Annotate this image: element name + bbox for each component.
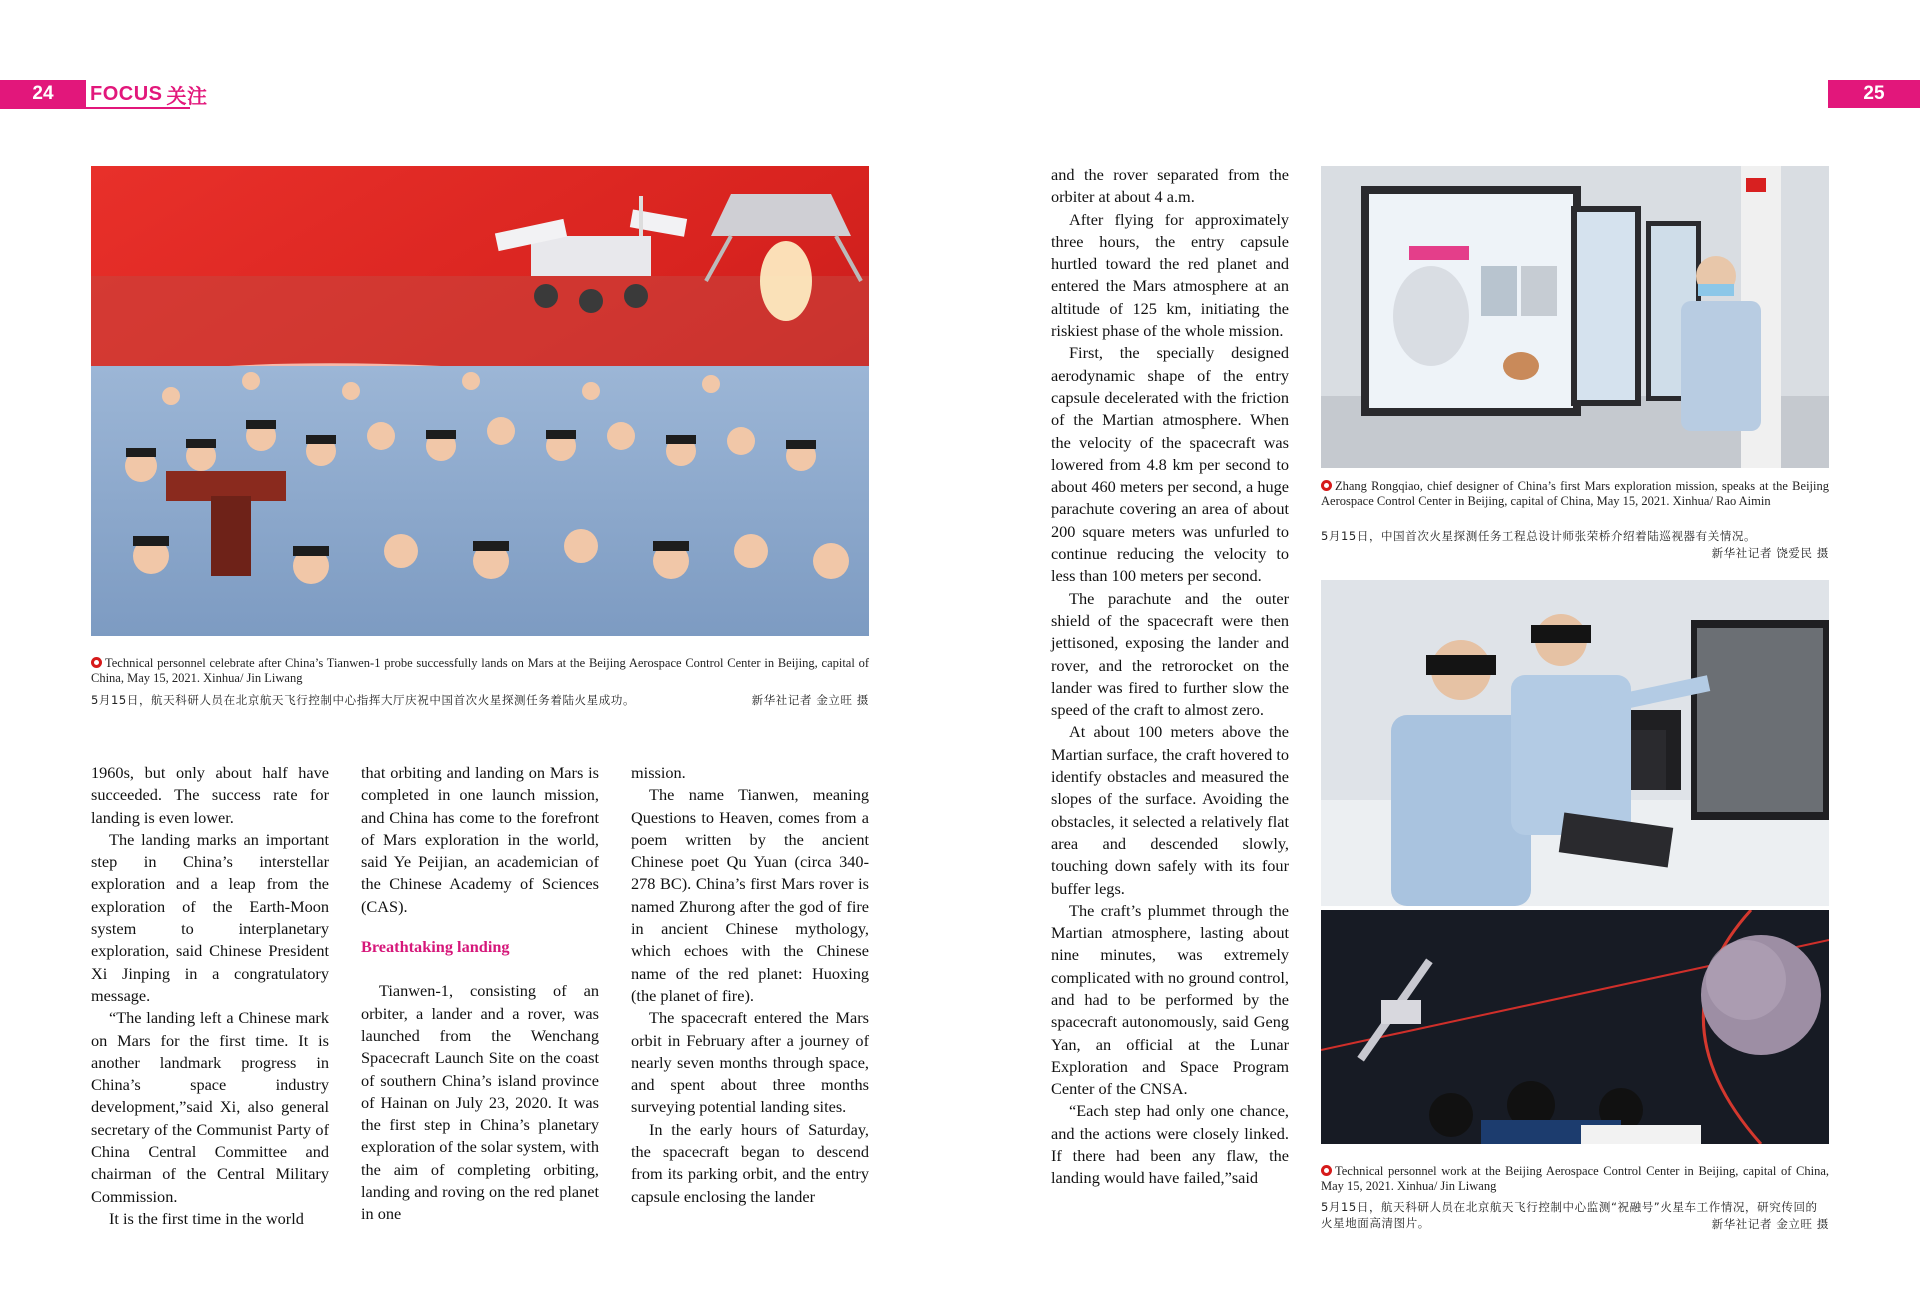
- paragraph: and the rover separated from the orbiter at about 4 a.m.: [1051, 165, 1289, 207]
- article-column-2: [361, 762, 599, 1226]
- paragraph: It is the first time in the world: [109, 1208, 304, 1228]
- paragraph: At about 100 meters above the Martian surface, the craft hovered to identify obstacles and measured the slopes of the surface. Avoiding the obstacles, it selected a relatively flat area and descended slowly, touching down safely with its four buffer legs.: [1051, 722, 1289, 898]
- celebration-photo: [91, 166, 869, 636]
- mars-screen-audience-photo: [1321, 910, 1829, 1144]
- paragraph: In the early hours of Saturday, the spacecraft began to descend from its parking orbit, and the entry capsule enclosing the lander: [631, 1119, 869, 1206]
- right-page-number: [1828, 80, 1920, 108]
- control-center-screens-photo: [1321, 166, 1829, 468]
- paragraph: The landing marks an important step in China’s interstellar exploration and a leap from the exploration of the Earth-Moon system to interplanetary exploration, said Chinese President Xi Jinping in a congratulatory message.: [91, 829, 329, 1005]
- camera-bullet-icon: [91, 657, 102, 668]
- left-page-number: [0, 80, 86, 108]
- bottom-right-caption-credit: 新华社记者 金立旺 摄: [1711, 1217, 1829, 1231]
- paragraph: that orbiting and landing on Mars is completed in one launch mission, and China has come to the forefront of Mars exploration in the world, said Ye Peijian, an academician of the Chinese Academy of Sciences (CAS).: [361, 763, 599, 916]
- paragraph: 1960s, but only about half have succeeded. The success rate for landing is even lower.: [91, 763, 329, 827]
- paragraph: The spacecraft entered the Mars orbit in February after a journey of nearly seven months through space, and spent about three months surveying potential landing sites.: [631, 1008, 869, 1117]
- section-title: [90, 80, 208, 108]
- subheading: Breathtaking landing: [361, 937, 510, 957]
- left-page-number-text: 24: [32, 83, 54, 104]
- section-title-cn: 关注: [166, 85, 208, 108]
- main-caption-cn: 5月15日，航天科研人员在北京航天飞行控制中心指挥大厅庆祝中国首次火星探测任务着陆火星成功。: [91, 693, 636, 707]
- paragraph: First, the specially designed aerodynamic shape of the entry capsule decelerated with the friction of the Martian atmosphere. When the velocity of the spacecraft was lowered from 4.8 km per second to about 460 meters per second, a huge parachute covering an area of about 200 square meters was unfurled to continue reducing the velocity to less than 100 meters per second.: [1051, 343, 1289, 586]
- left-header-rule: [0, 107, 190, 109]
- main-caption-credit: 新华社记者 金立旺 摄: [751, 693, 869, 707]
- paragraph: The parachute and the outer shield of the spacecraft were then jettisoned, exposing the lander and rover, and the retrorocket on the lander was fired to further slow the speed of the craft to almost zero.: [1051, 588, 1289, 720]
- bottom-right-caption-en: Technical personnel work at the Beijing Aerospace Control Center in Beijing, capital of China, May 15, 2021. Xinhua/ Jin Liwang: [1321, 1164, 1829, 1193]
- article-column-3: [631, 762, 869, 1208]
- article-column-1: [91, 762, 329, 1230]
- top-right-photo-caption: [1321, 479, 1829, 509]
- section-title-en: FOCUS: [90, 82, 163, 105]
- paragraph: Tianwen-1, consisting of an orbiter, a lander and a rover, was launched from the Wenchang Spacecraft Launch Site on the coast of southern China’s island province of Hainan on July 23, 2020. It was the first step in China’s planetary exploration of the solar system, with the aim of completing orbiting, landing and roving on the red planet in one: [361, 981, 599, 1224]
- top-right-caption-en: Zhang Rongqiao, chief designer of China’s first Mars exploration mission, speaks at the Beijing Aerospace Control Center in Beijing, capital of China, May 15, 2021. Xinhua/ Rao Aimin: [1321, 479, 1829, 508]
- bottom-right-caption-cn: 5月15日，航天科研人员在北京航天飞行控制中心监测“祝融号”火星车工作情况，研究传回的火星地面高清图片。: [1321, 1200, 1818, 1230]
- paragraph: The craft’s plummet through the Martian atmosphere, lasting about nine minutes, was extremely complicated with no ground control, and had to be performed by the spacecraft autonomously, said Geng Yan, an official at the Lunar Exploration and Space Program Center of the CNSA.: [1051, 900, 1289, 1099]
- article-column-4: [1051, 164, 1289, 1190]
- paragraph: After flying for approximately three hours, the entry capsule hurtled toward the red planet and entered the Mars atmosphere at an altitude of 125 km, initiating the riskiest phase of the whole mission.: [1051, 209, 1289, 341]
- main-photo-caption: [91, 656, 869, 686]
- paragraph: The name Tianwen, meaning Questions to Heaven, comes from a poem written by the ancient Chinese poet Qu Yuan (circa 340-278 BC). China’s first Mars rover is named Zhurong after the god of fire in ancient Chinese mythology, which echoes with the Chinese name of the red planet: Huoxing (the planet of fire).: [631, 785, 869, 1005]
- right-page-number-text: 25: [1863, 83, 1885, 104]
- paragraph: “Each step had only one chance, and the actions were closely linked. If there had been any flaw, the landing would have failed,”said: [1051, 1101, 1289, 1188]
- top-right-caption-cn: 5月15日，中国首次火星探测任务工程总设计师张荣桥介绍着陆巡视器有关情况。: [1321, 529, 1757, 543]
- paragraph: mission.: [631, 763, 686, 782]
- camera-bullet-icon: [1321, 1165, 1332, 1176]
- paragraph: “The landing left a Chinese mark on Mars for the first time. It is another landmark progress in China’s space industry development,”said Xi, also general secretary of the Communist Party of China Central Committee and chairman of the Central Military Commission.: [91, 1008, 329, 1206]
- top-right-caption-credit: 新华社记者 饶爱民 摄: [1711, 546, 1829, 560]
- main-caption-en: Technical personnel celebrate after China’s Tianwen-1 probe successfully lands on Mars at the Beijing Aerospace Control Center in Beijing, capital of China, May 15, 2021. Xinhua/ Jin Liwang: [91, 656, 869, 685]
- control-room-operators-photo: [1321, 580, 1829, 906]
- camera-bullet-icon: [1321, 480, 1332, 491]
- bottom-right-photo-caption: [1321, 1164, 1829, 1194]
